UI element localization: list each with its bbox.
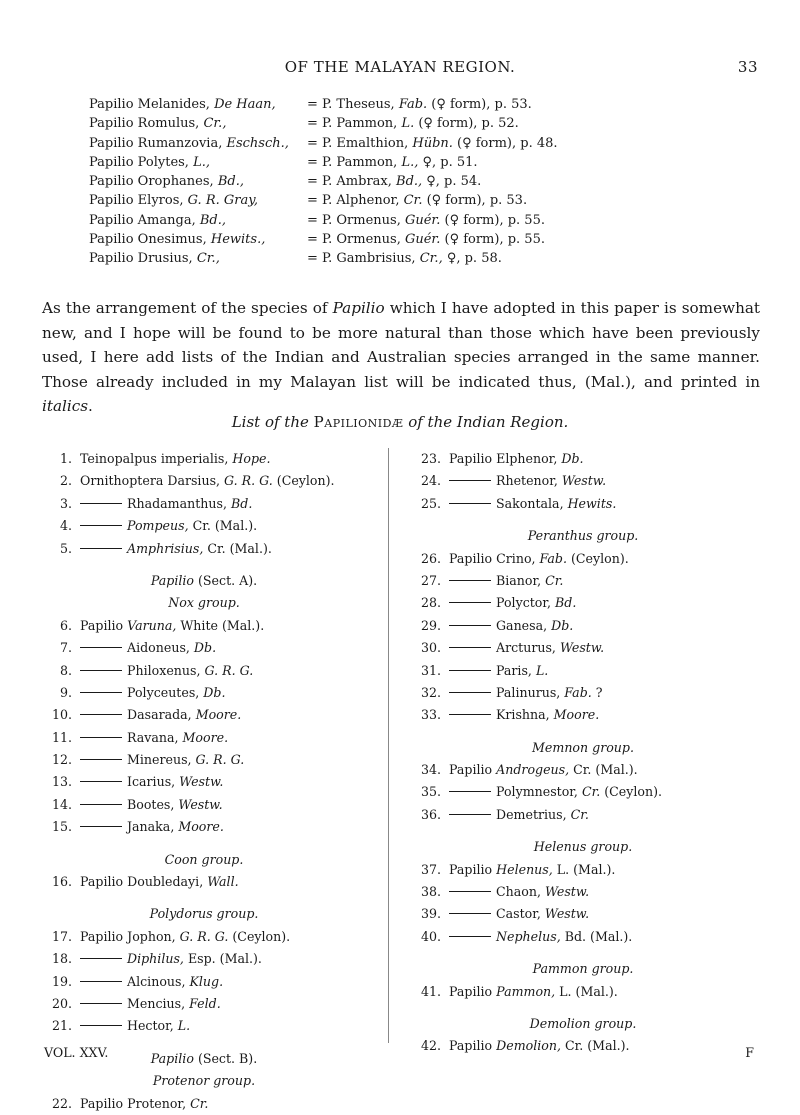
species-entry <box>413 804 753 826</box>
entry-name: Papilio Doubledayi, Wall. <box>80 874 239 890</box>
ditto-dash <box>80 692 122 693</box>
entry-name: Amphrisius, Cr. (Mal.). <box>80 538 272 560</box>
ditto-dash <box>80 981 122 982</box>
ditto-dash <box>449 670 491 671</box>
ditto-dash <box>80 548 122 549</box>
species-entry <box>413 592 753 614</box>
species-entry <box>413 859 753 881</box>
synonym-name: Papilio Elyros, G. R. Gray, <box>89 193 258 209</box>
species-entry <box>413 470 753 492</box>
group-heading: Papilio (Sect. B). <box>150 1050 258 1066</box>
entry-name: Bianor, Cr. <box>449 570 563 592</box>
entry-number: 17. <box>51 928 72 944</box>
entry-name: Ravana, Moore. <box>80 727 228 749</box>
synonym-row <box>89 191 769 210</box>
ditto-dash <box>449 625 491 626</box>
species-entry <box>44 637 364 659</box>
entry-number: 27. <box>420 572 441 588</box>
species-entry <box>44 682 364 704</box>
synonym-equivalent: = P. Ormenus, Guér. (♀ form), p. 55. <box>307 232 545 248</box>
list-column-left <box>44 448 364 1115</box>
entry-number: 7. <box>59 640 72 656</box>
entry-number: 6. <box>59 617 72 633</box>
species-entry <box>44 993 364 1015</box>
list-title: List of the Papilionidæ of the Indian Region. <box>231 413 569 431</box>
entry-number: 31. <box>420 662 441 678</box>
volume-label: VOL. XXV. <box>44 1045 109 1060</box>
synonym-list <box>89 95 769 269</box>
entry-name: Ganesa, Db. <box>449 615 573 637</box>
entry-number: 32. <box>420 684 441 700</box>
ditto-dash <box>80 670 122 671</box>
ditto-dash <box>80 804 122 805</box>
species-entry <box>413 615 753 637</box>
species-entry <box>413 493 753 515</box>
species-entry <box>413 704 753 726</box>
entry-name: Krishna, Moore. <box>449 704 599 726</box>
species-entry <box>44 538 364 560</box>
entry-number: 10. <box>51 707 72 723</box>
ditto-dash <box>449 913 491 914</box>
entry-number: 23. <box>420 451 441 466</box>
species-entry <box>413 682 753 704</box>
synonym-name: Papilio Polytes, L., <box>89 154 210 170</box>
entry-name: Papilio Protenor, Cr. <box>80 1095 209 1111</box>
ditto-dash <box>449 891 491 892</box>
species-entry <box>44 1093 364 1115</box>
entry-name: Sakontala, Hewits. <box>449 493 616 515</box>
species-entry <box>413 548 753 570</box>
synonym-equivalent: = P. Emalthion, Hübn. (♀ form), p. 48. <box>307 135 558 151</box>
entry-number: 12. <box>51 752 72 768</box>
group-heading: Protenor group. <box>152 1073 256 1089</box>
entry-name: Ornithoptera Darsius, G. R. G. (Ceylon). <box>80 473 335 489</box>
ditto-dash <box>449 602 491 603</box>
entry-number: 20. <box>51 995 72 1011</box>
entry-name: Bootes, Westw. <box>80 794 223 816</box>
entry-number: 35. <box>420 784 441 800</box>
synonym-name: Papilio Melanides, De Haan, <box>89 97 276 112</box>
species-entry <box>44 493 364 515</box>
species-entry <box>44 816 364 838</box>
entry-name: Philoxenus, G. R. G. <box>80 660 253 682</box>
species-entry <box>413 570 753 592</box>
entry-number: 40. <box>420 928 441 944</box>
ditto-dash <box>80 647 122 648</box>
synonym-equivalent: = P. Ormenus, Guér. (♀ form), p. 55. <box>307 212 545 228</box>
synonym-row <box>89 172 769 191</box>
group-heading: Nox group. <box>168 595 240 611</box>
entry-number: 38. <box>420 884 441 900</box>
entry-name: Polymnestor, Cr. (Ceylon). <box>449 781 662 803</box>
species-entry <box>44 794 364 816</box>
synonym-row <box>89 211 769 230</box>
ditto-dash <box>449 647 491 648</box>
entry-name: Palinurus, Fab. ? <box>449 682 603 704</box>
entry-number: 1. <box>59 451 72 466</box>
ditto-dash <box>80 503 122 504</box>
entry-number: 16. <box>51 874 72 890</box>
entry-name: Aidoneus, Db. <box>80 637 216 659</box>
signature-mark: F <box>745 1045 754 1060</box>
species-entry <box>413 981 753 1003</box>
spacer <box>413 515 753 525</box>
synonym-equivalent: = P. Ambrax, Bd., ♀, p. 54. <box>307 174 482 190</box>
synonym-equivalent: = P. Pammon, L. (♀ form), p. 52. <box>307 116 519 132</box>
entry-number: 26. <box>420 550 441 566</box>
species-entry <box>413 926 753 948</box>
entry-number: 15. <box>51 819 72 835</box>
entry-name: Minereus, G. R. G. <box>80 749 244 771</box>
synonym-equivalent: = P. Pammon, L., ♀, p. 51. <box>307 154 478 170</box>
species-entry <box>44 470 364 492</box>
entry-name: Janaka, Moore. <box>80 816 224 838</box>
list-column-right <box>413 448 753 1058</box>
spacer <box>44 560 364 570</box>
synonym-equivalent: = P. Alphenor, Cr. (♀ form), p. 53. <box>307 193 528 209</box>
entry-number: 8. <box>59 662 72 678</box>
entry-number: 28. <box>420 595 441 611</box>
ditto-dash <box>80 826 122 827</box>
ditto-dash <box>449 503 491 504</box>
spacer <box>413 1003 753 1013</box>
entry-number: 13. <box>51 774 72 790</box>
entry-name: Papilio Androgeus, Cr. (Mal.). <box>449 762 638 778</box>
species-entry <box>413 637 753 659</box>
synonym-name: Papilio Romulus, Cr., <box>89 116 227 132</box>
ditto-dash <box>80 737 122 738</box>
entry-number: 41. <box>420 983 441 999</box>
species-entry <box>44 948 364 970</box>
entry-number: 5. <box>59 540 72 556</box>
entry-name: Papilio Crino, Fab. (Ceylon). <box>449 550 629 566</box>
entry-name: Hector, L. <box>80 1015 190 1037</box>
ditto-dash <box>449 692 491 693</box>
entry-name: Arcturus, Westw. <box>449 637 604 659</box>
entry-number: 30. <box>420 640 441 656</box>
ditto-dash <box>80 759 122 760</box>
ditto-dash <box>449 580 491 581</box>
synonym-name: Papilio Rumanzovia, Eschsch., <box>89 135 289 151</box>
entry-name: Papilio Varuna, White (Mal.). <box>80 617 265 633</box>
entry-name: Papilio Jophon, G. R. G. (Ceylon). <box>80 928 291 944</box>
entry-name: Dasarada, Moore. <box>80 704 241 726</box>
entry-number: 14. <box>51 796 72 812</box>
species-entry <box>44 871 364 893</box>
entry-name: Paris, L. <box>449 660 548 682</box>
spacer <box>413 948 753 958</box>
entry-name: Icarius, Westw. <box>80 771 223 793</box>
running-head: OF THE MALAYAN REGION. <box>284 58 516 76</box>
ditto-dash <box>449 791 491 792</box>
species-entry <box>413 660 753 682</box>
entry-name: Polyctor, Bd. <box>449 592 576 614</box>
ditto-dash <box>449 714 491 715</box>
entry-name: Rhadamanthus, Bd. <box>80 493 252 515</box>
entry-name: Polyceutes, Db. <box>80 682 225 704</box>
entry-number: 25. <box>420 495 441 511</box>
entry-name: Mencius, Feld. <box>80 993 221 1015</box>
spacer <box>413 727 753 737</box>
entry-number: 9. <box>59 684 72 700</box>
entry-number: 2. <box>59 473 72 489</box>
group-heading: Demolion group. <box>529 1015 637 1031</box>
synonym-row <box>89 230 769 249</box>
ditto-dash <box>449 480 491 481</box>
species-entry <box>44 771 364 793</box>
entry-name: Chaon, Westw. <box>449 881 589 903</box>
spacer <box>44 893 364 903</box>
species-entry <box>44 727 364 749</box>
synonym-row <box>89 153 769 172</box>
species-entry <box>413 881 753 903</box>
spacer <box>44 839 364 849</box>
entry-number: 18. <box>51 951 72 967</box>
group-heading: Helenus group. <box>533 839 633 855</box>
entry-number: 37. <box>420 861 441 877</box>
entry-number: 22. <box>51 1095 72 1111</box>
ditto-dash <box>80 958 122 959</box>
species-entry <box>44 749 364 771</box>
entry-number: 29. <box>420 617 441 633</box>
entry-number: 21. <box>51 1018 72 1034</box>
synonym-row <box>89 95 769 114</box>
page-number: 33 <box>737 58 758 76</box>
synonym-equivalent: = P. Theseus, Fab. (♀ form), p. 53. <box>307 97 532 112</box>
species-entry <box>44 971 364 993</box>
species-entry <box>413 759 753 781</box>
ditto-dash <box>80 781 122 782</box>
synonym-name: Papilio Orophanes, Bd., <box>89 174 244 190</box>
entry-number: 36. <box>420 806 441 822</box>
ditto-dash <box>80 1003 122 1004</box>
entry-name: Papilio Helenus, L. (Mal.). <box>449 861 616 877</box>
ditto-dash <box>80 1025 122 1026</box>
group-heading: Coon group. <box>164 851 244 867</box>
species-entry <box>413 448 753 470</box>
synonym-row <box>89 249 769 268</box>
species-entry <box>44 926 364 948</box>
species-entry <box>44 515 364 537</box>
species-entry <box>44 704 364 726</box>
entry-number: 11. <box>51 729 72 745</box>
synonym-name: Papilio Drusius, Cr., <box>89 251 220 267</box>
species-entry <box>44 660 364 682</box>
entry-number: 42. <box>420 1038 441 1054</box>
species-entry <box>44 615 364 637</box>
ditto-dash <box>80 525 122 526</box>
group-heading: Peranthus group. <box>527 528 639 544</box>
entry-number: 3. <box>59 495 72 511</box>
entry-name: Diphilus, Esp. (Mal.). <box>80 948 262 970</box>
spacer <box>413 826 753 836</box>
synonym-name: Papilio Amanga, Bd., <box>89 212 226 228</box>
entry-name: Papilio Elphenor, Db. <box>449 451 584 466</box>
ditto-dash <box>449 814 491 815</box>
synonym-equivalent: = P. Gambrisius, Cr., ♀, p. 58. <box>307 251 502 267</box>
group-heading: Papilio (Sect. A). <box>150 572 258 588</box>
column-divider <box>388 448 389 1043</box>
species-entry <box>413 903 753 925</box>
species-entry <box>44 448 364 470</box>
entry-name: Pompeus, Cr. (Mal.). <box>80 515 257 537</box>
entry-name: Teinopalpus imperialis, Hope. <box>80 451 271 466</box>
entry-number: 19. <box>51 973 72 989</box>
ditto-dash <box>449 936 491 937</box>
species-entry <box>413 781 753 803</box>
species-entry <box>413 1035 753 1057</box>
synonym-row <box>89 114 769 133</box>
synonym-row <box>89 134 769 153</box>
entry-number: 4. <box>59 518 72 534</box>
entry-name: Demetrius, Cr. <box>449 804 589 826</box>
entry-number: 24. <box>420 473 441 489</box>
group-heading: Memnon group. <box>532 739 634 755</box>
entry-name: Papilio Pammon, L. (Mal.). <box>449 983 618 999</box>
group-heading: Pammon group. <box>532 961 634 977</box>
group-heading: Polydorus group. <box>149 906 259 922</box>
body-paragraph: As the arrangement of the species of Papilio which I have adopted in this paper is somewhat new, and I hope will be found to be more natural than those which have been previously used, I here add lists of the Indian and Australian species arranged in the same manner. Those already included in my Malayan list will be indicated thus, (Mal.), and printed in italics. <box>42 299 761 415</box>
entry-number: 33. <box>420 707 441 723</box>
entry-name: Alcinous, Klug. <box>80 971 223 993</box>
ditto-dash <box>80 714 122 715</box>
entry-name: Rhetenor, Westw. <box>449 470 606 492</box>
synonym-name: Papilio Onesimus, Hewits., <box>89 232 266 248</box>
entry-name: Papilio Demolion, Cr. (Mal.). <box>449 1038 630 1054</box>
entry-number: 34. <box>420 762 441 778</box>
entry-number: 39. <box>420 906 441 922</box>
species-entry <box>44 1015 364 1037</box>
entry-name: Nephelus, Bd. (Mal.). <box>449 926 632 948</box>
entry-name: Castor, Westw. <box>449 903 589 925</box>
